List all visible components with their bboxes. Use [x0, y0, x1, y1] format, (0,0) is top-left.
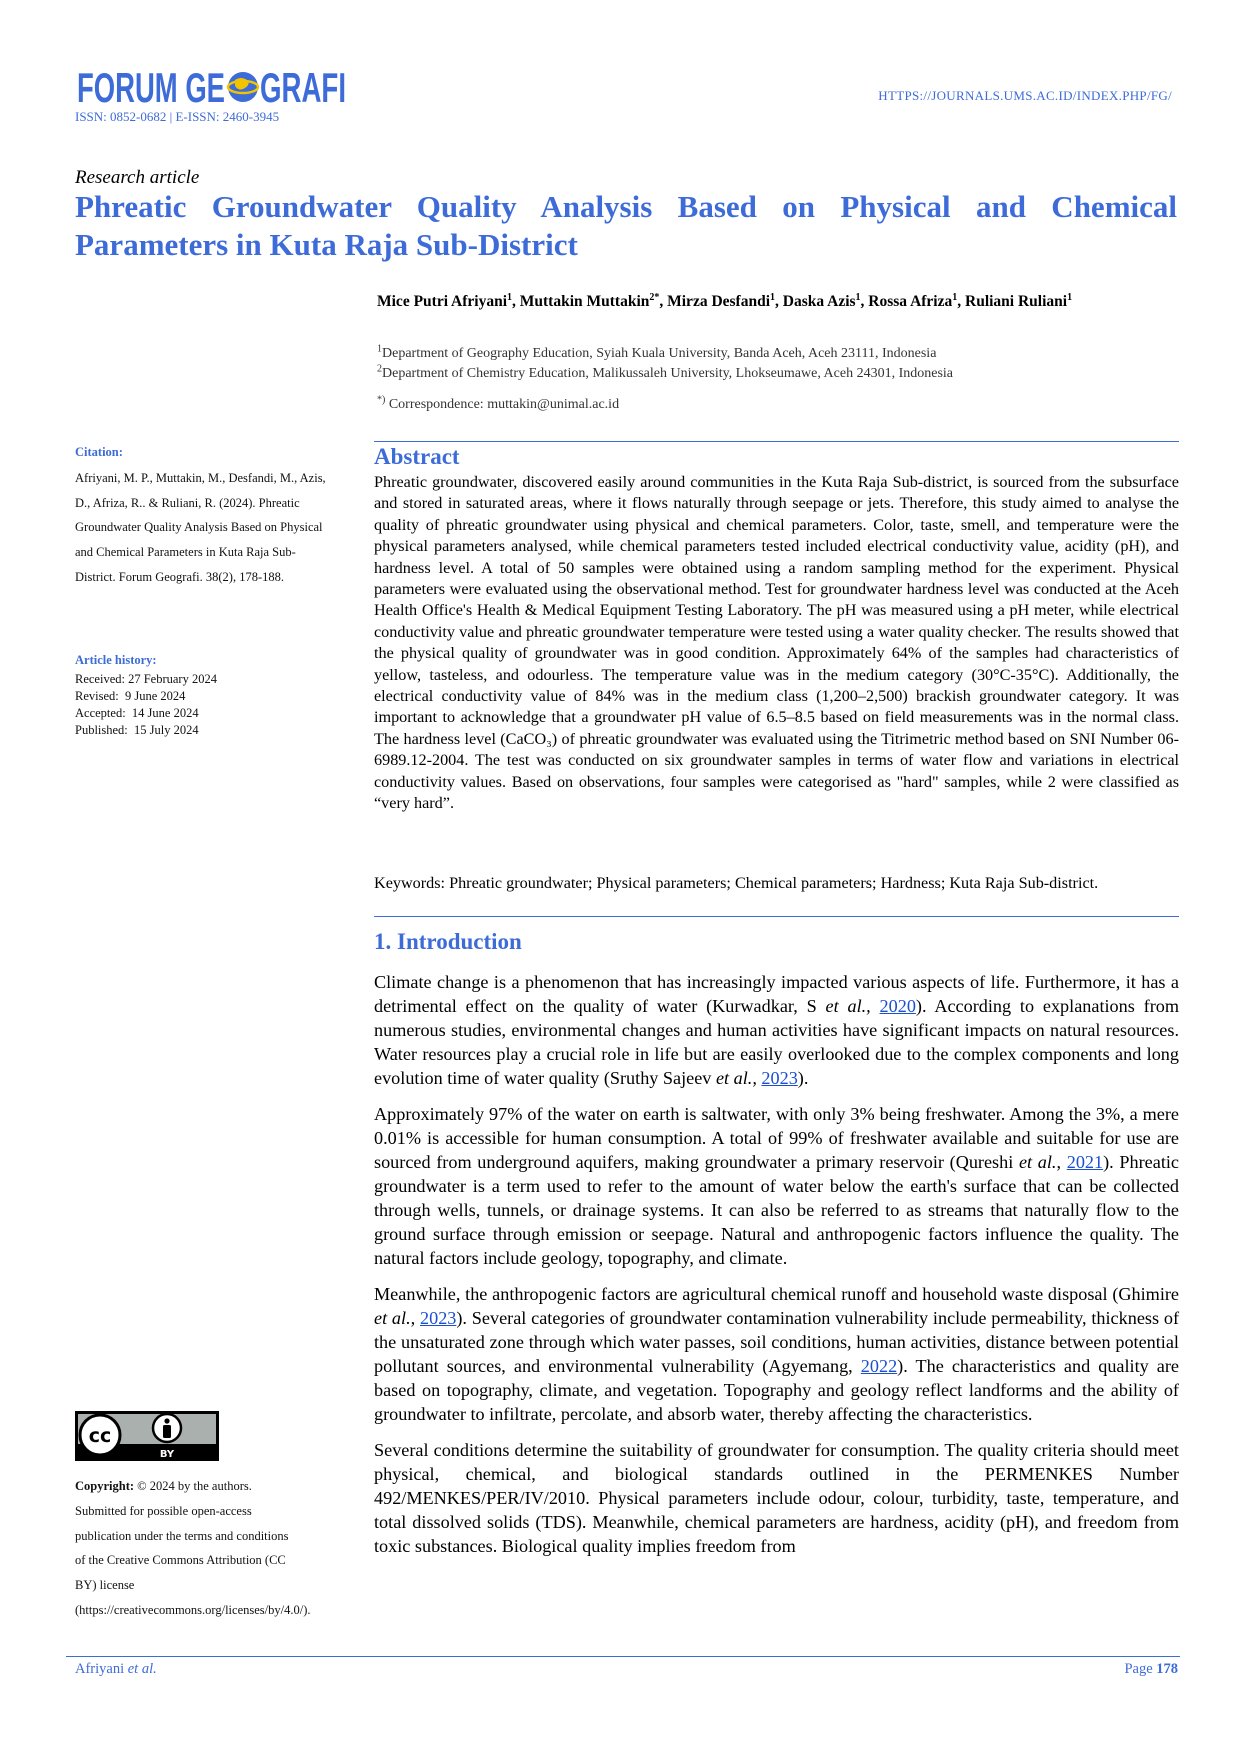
affiliations	[377, 344, 1178, 384]
author-name: Rossa Afriza	[868, 293, 953, 310]
citation-link[interactable]: 2023	[420, 1308, 457, 1328]
cc-by-license-icon[interactable]	[75, 1411, 219, 1461]
affiliation-2: $^2$Department of Chemistry Education, Malikussaleh University, Lhokseumawe, Aceh 24301, Indonesia	[377, 363, 954, 381]
intro-paragraph-2: Approximately 97% of the water on earth is saltwater, with only 3% being freshwater. Among the 3%, a mere 0.01% is accessible for human consumption. A total of 99% of freshwater available and suitable for use are sourced from underground aquifers, making groundwater a primary reservoir (Qureshi et al., 2021). Phreatic groundwater is a term used to refer to the amount of water below the earth's surface that can be collected through wells, tunnels, or drainage systems. It can also be referred to as streams that naturally flow to the ground surface through emission or seepage. Natural and anthropogenic factors influence the quality. The natural factors include geology, topography, and climate.	[374, 1104, 1179, 1268]
author-name: Mice Putri Afriyani	[377, 293, 507, 310]
introduction-body	[374, 970, 1179, 1570]
logo-text-left: FORUM GE	[77, 64, 225, 110]
affiliation-1: $^1$Department of Geography Education, Syiah Kuala University, Banda Aceh, Aceh 23111, Indonesia	[377, 343, 937, 361]
citation-link[interactable]: 2020	[879, 996, 916, 1016]
globe-icon	[228, 72, 258, 102]
correspondence: *) Correspondence: muttakin@unimal.ac.id	[377, 394, 620, 412]
issn: ISSN: 0852-0682 | E-ISSN: 2460-3945	[75, 109, 280, 124]
history-published: Published: 15 July 2024	[75, 723, 199, 737]
footer-author: Afriyani et al.	[75, 1661, 157, 1677]
intro-paragraph-4: Several conditions determine the suitability of groundwater for consumption. The quality criteria should meet physical, chemical, and biological standards outlined in the PERMENKES Number 492/MENKES/PER/IV/2010. Physical parameters include odour, colour, turbidity, taste, temperature, and total dissolved solids (TDS). Meanwhile, chemical parameters are hardness, acidity (pH), and freedom from toxic substances. Biological quality implies freedom from	[374, 1440, 1179, 1556]
author-name: Mirza Desfandi	[667, 293, 771, 310]
by-label: BY	[159, 1449, 175, 1460]
history-accepted: Accepted: 14 June 2024	[75, 706, 199, 720]
author-name: Daska Azis	[782, 293, 856, 310]
abstract-top-rule	[374, 441, 1179, 442]
intro-paragraph-3: Meanwhile, the anthropogenic factors are agricultural chemical runoff and household waste disposal (Ghimire et al., 2023). Several categories of groundwater contamination vulnerability include permeability, thickness of the unsaturated zone through which water passes, soil conditions, human activities, distance between potential pollutant sources, and environmental vulnerability (Agyemang, 2022). The characteristics and quality are based on topography, climate, and vegetation. Topography and geology reflect landforms and the ability of groundwater to infiltrate, percolate, and absorb water, thereby affecting the characteristics.	[374, 1284, 1180, 1424]
journal-logo	[77, 62, 347, 110]
author-list: Mice Putri Afriyani$^1$, Muttakin Muttakin$^{2*}$, Mirza Desfandi$^1$, Daska Azis$^1$, Rossa Afriza$^1$, Ruliani Ruliani$^1$	[377, 291, 1073, 310]
copyright-notice: Copyright: © 2024 by the authors. Submitted for possible open-access publication under the terms and conditions of the Creative Commons Attribution (CC BY) license (https://creativecommons.org/licenses/by/4.0/).	[75, 1479, 311, 1617]
history-revised: Revised: 9 June 2024	[75, 689, 186, 703]
abstract-heading: Abstract	[374, 444, 460, 469]
keywords: Keywords: Phreatic groundwater; Physical parameters; Chemical parameters; Hardness; Kuta Raja Sub-district.	[374, 874, 1099, 892]
journal-url-link[interactable]: HTTPS://JOURNALS.UMS.AC.ID/INDEX.PHP/FG/	[878, 88, 1172, 103]
introduction-heading: 1. Introduction	[374, 929, 522, 954]
citation-heading: Citation:	[75, 445, 123, 459]
article-history	[75, 671, 330, 739]
intro-paragraph-1: Climate change is a phenomenon that has increasingly impacted various aspects of life. Furthermore, it has a detrimental effect on the quality of water (Kurwadkar, S et al., 2020). According to explanations from numerous studies, environmental changes and human activities have significant impacts on natural resources. Water resources play a crucial role in life but are easily overlooked due to the complex components and long evolution time of water quality (Sruthy Sajeev et al., 2023).	[374, 972, 1179, 1088]
author-name: Ruliani Ruliani	[965, 293, 1068, 310]
abstract-text: Phreatic groundwater, discovered easily around communities in the Kuta Raja Sub-district, is sourced from the subsurface and stored in saturated areas, where it flows naturally through seepage or jets. Therefore, this study aimed to analyse the quality of phreatic groundwater using physical and chemical parameters. Color, taste, smell, and temperature were the physical parameters analysed, while chemical parameters tested included electrical conductivity value, acidity (pH), and hardness level. A total of 50 samples were obtained using a random sampling method for the experiment. Physical parameters were evaluated using the observational method. Test for groundwater hardness level was conducted at the Aceh Health Office's Health & Medical Equipment Testing Laboratory. The pH was measured using a pH meter, while electrical conductivity value and phreatic groundwater temperature were tested using a water quality checker. The results showed that the physical quality of groundwater was in good condition. Approximately 64% of the samples had characteristics of yellow, tasteless, and odourless. The temperature value was in the medium category (30°C-35°C). Additionally, the electrical conductivity value of 84% was in the medium class (1,200–2,500) brackish groundwater category. It was important to acknowledge that a groundwater pH value of 6.5–8.5 based on field measurements was in the normal class. The hardness level (CaCO₃) of phreatic groundwater was evaluated using the Titrimetric method based on SNI Number 06-6989.12-2004. The test was conducted on six groundwater samples in terms of water flow and variations in electrical conductivity values. Based on observations, four samples were categorised as "hard" samples, while 2 were classified as “very hard”.	[374, 473, 1179, 813]
article-history-heading: Article history:	[75, 653, 157, 667]
cc-label: cc	[88, 1425, 112, 1447]
citation-link[interactable]: 2022	[860, 1356, 898, 1376]
logo-text-right: GRAFI	[260, 64, 346, 110]
article-type: Research article	[75, 167, 200, 188]
citation-text: Afriyani, M. P., Muttakin, M., Desfandi, M., Azis, D., Afriza, R.. & Ruliani, R. (2024). Phreatic Groundwater Quality Analysis Based on Physical and Chemical Parameters in Kuta Raja Sub-District. Forum Geografi. 38(2), 178-188.	[75, 471, 326, 584]
page-number: Page 178	[1124, 1661, 1178, 1677]
abstract-bottom-rule	[374, 916, 1179, 917]
history-received: Received: 27 February 2024	[75, 672, 217, 686]
footer-rule	[66, 1656, 1180, 1657]
citation-link[interactable]: 2021	[1066, 1152, 1104, 1172]
citation-link[interactable]: 2023	[761, 1068, 798, 1088]
article-title: Phreatic Groundwater Quality Analysis Based on Physical and Chemical Parameters in Kuta Raja Sub-District	[75, 189, 1177, 262]
author-name: Muttakin Muttakin	[519, 293, 650, 310]
